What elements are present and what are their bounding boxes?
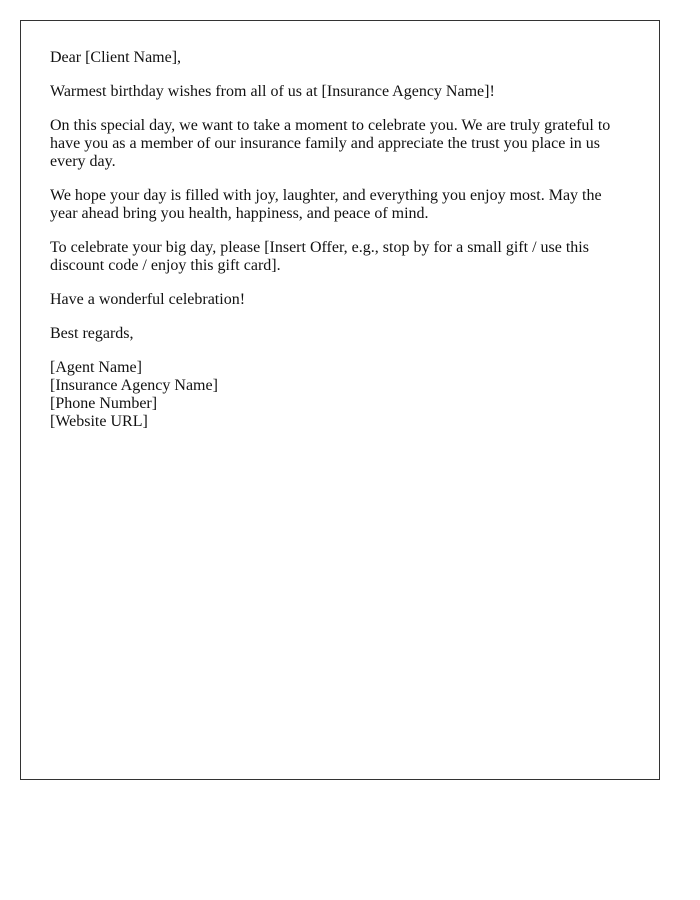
paragraph-gratitude: On this special day, we want to take a moment to celebrate you. We are truly grateful to have you as a member of our insurance family and appreciate the trust you place in us every day. [50, 117, 611, 170]
signature-phone: [Phone Number] [50, 395, 158, 412]
signature-agency-name: [Insurance Agency Name] [50, 377, 218, 394]
signature-block [50, 359, 631, 431]
salutation: Dear [Client Name], [50, 49, 182, 66]
paragraph-wishes: We hope your day is filled with joy, laughter, and everything you enjoy most. May the year ahead bring you health, happiness, and peace of mind. [50, 187, 602, 222]
closing: Best regards, [50, 325, 134, 342]
signature-agent-name: [Agent Name] [50, 359, 142, 376]
paragraph-offer: To celebrate your big day, please [Insert Offer, e.g., stop by for a small gift / use this discount code / enjoy this gift card]. [50, 239, 589, 274]
letter-document [20, 20, 660, 780]
signature-website: [Website URL] [50, 413, 148, 430]
paragraph-celebration: Have a wonderful celebration! [50, 291, 246, 308]
paragraph-greeting: Warmest birthday wishes from all of us at [Insurance Agency Name]! [50, 83, 495, 100]
